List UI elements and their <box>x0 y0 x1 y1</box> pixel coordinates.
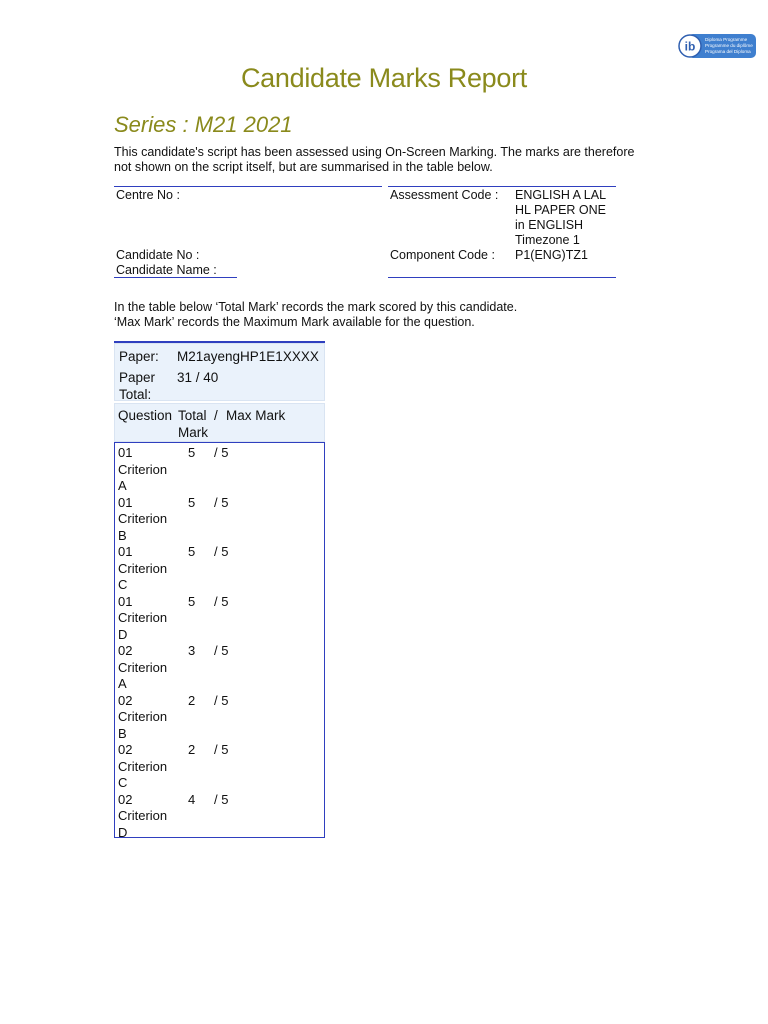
row-question: 02 Criterion A <box>118 643 168 691</box>
row-total: 5 <box>188 494 196 510</box>
paper-value: M21ayengHP1E1XXXX <box>177 349 319 364</box>
row-total: 5 <box>188 593 196 609</box>
assessment-code-line-1: ENGLISH A LAL <box>515 188 607 202</box>
row-max: / 5 <box>214 742 229 757</box>
row-total: 5 <box>188 445 196 460</box>
col-slash-header: / <box>214 408 218 423</box>
details-rule-right-bottom <box>388 277 616 278</box>
table-row <box>115 544 326 594</box>
row-max: / 5 <box>214 445 229 460</box>
row-question: 01 Criterion B <box>118 494 168 543</box>
column-header <box>114 403 325 442</box>
marks-rows <box>114 442 325 838</box>
candidate-no-label: Candidate No : <box>116 248 200 262</box>
row-max: / 5 <box>214 791 229 807</box>
component-code-value: P1(ENG)TZ1 <box>515 248 588 262</box>
row-question: 02 Criterion C <box>118 742 168 790</box>
table-note <box>114 300 517 330</box>
table-row <box>115 792 326 842</box>
table-row <box>115 742 326 792</box>
component-code-label: Component Code : <box>390 248 495 262</box>
series-label: Series : M21 2021 <box>114 112 293 137</box>
ib-logo <box>678 32 758 60</box>
paper-header <box>114 343 325 401</box>
row-question: 01 Criterion A <box>118 445 168 493</box>
table-row <box>115 495 326 545</box>
table-note-line-2: ‘Max Mark’ records the Maximum Mark available for the question. <box>114 315 475 329</box>
row-max: / 5 <box>214 544 229 559</box>
report-title: Candidate Marks Report <box>240 63 528 93</box>
row-question: 02 Criterion D <box>118 791 168 840</box>
row-question: 01 Criterion D <box>118 593 168 642</box>
col-total-header: Total Mark <box>178 408 208 440</box>
candidate-name-label: Candidate Name : <box>116 263 217 277</box>
intro-text: This candidate's script has been assessed using On-Screen Marking. The marks are therefore not shown on the script itself, but are summarised in the table below. <box>114 145 635 174</box>
logo-line-3: Programa del Diploma <box>705 49 751 54</box>
table-row <box>115 594 326 644</box>
paper-total-label: Paper Total: <box>119 370 156 402</box>
row-question: 01 Criterion C <box>118 544 168 592</box>
assessment-code-line-2: HL PAPER ONE <box>515 203 606 217</box>
row-total: 2 <box>188 742 196 757</box>
table-row <box>115 445 326 495</box>
row-total: 2 <box>188 692 196 708</box>
table-row <box>115 693 326 743</box>
logo-letter: ib <box>684 39 696 54</box>
row-max: / 5 <box>214 643 229 658</box>
logo-line-1: Diploma Programme <box>705 37 748 42</box>
row-max: / 5 <box>214 494 229 510</box>
row-total: 3 <box>188 643 196 658</box>
assessment-code-line-3: in ENGLISH <box>515 218 584 232</box>
table-note-line-1: In the table below ‘Total Mark’ records the mark scored by this candidate. <box>114 300 518 314</box>
details-rule-left-top <box>114 186 382 187</box>
paper-label: Paper: <box>119 349 159 364</box>
row-total: 5 <box>188 544 196 559</box>
row-max: / 5 <box>214 692 229 708</box>
details-rule-right-top <box>388 186 616 187</box>
assessment-code-label: Assessment Code : <box>390 188 499 202</box>
paper-total-value: 31 / 40 <box>177 370 219 385</box>
centre-no-label: Centre No : <box>116 188 180 202</box>
col-question-header: Question <box>118 408 173 423</box>
logo-line-2: Programme du diplôme <box>705 43 753 48</box>
row-question: 02 Criterion B <box>118 692 168 741</box>
col-max-header: Max Mark <box>226 408 286 423</box>
details-rule-left-bottom <box>114 277 237 278</box>
row-max: / 5 <box>214 593 229 609</box>
row-total: 4 <box>188 791 196 807</box>
table-row <box>115 643 326 693</box>
assessment-code-line-4: Timezone 1 <box>515 233 580 247</box>
